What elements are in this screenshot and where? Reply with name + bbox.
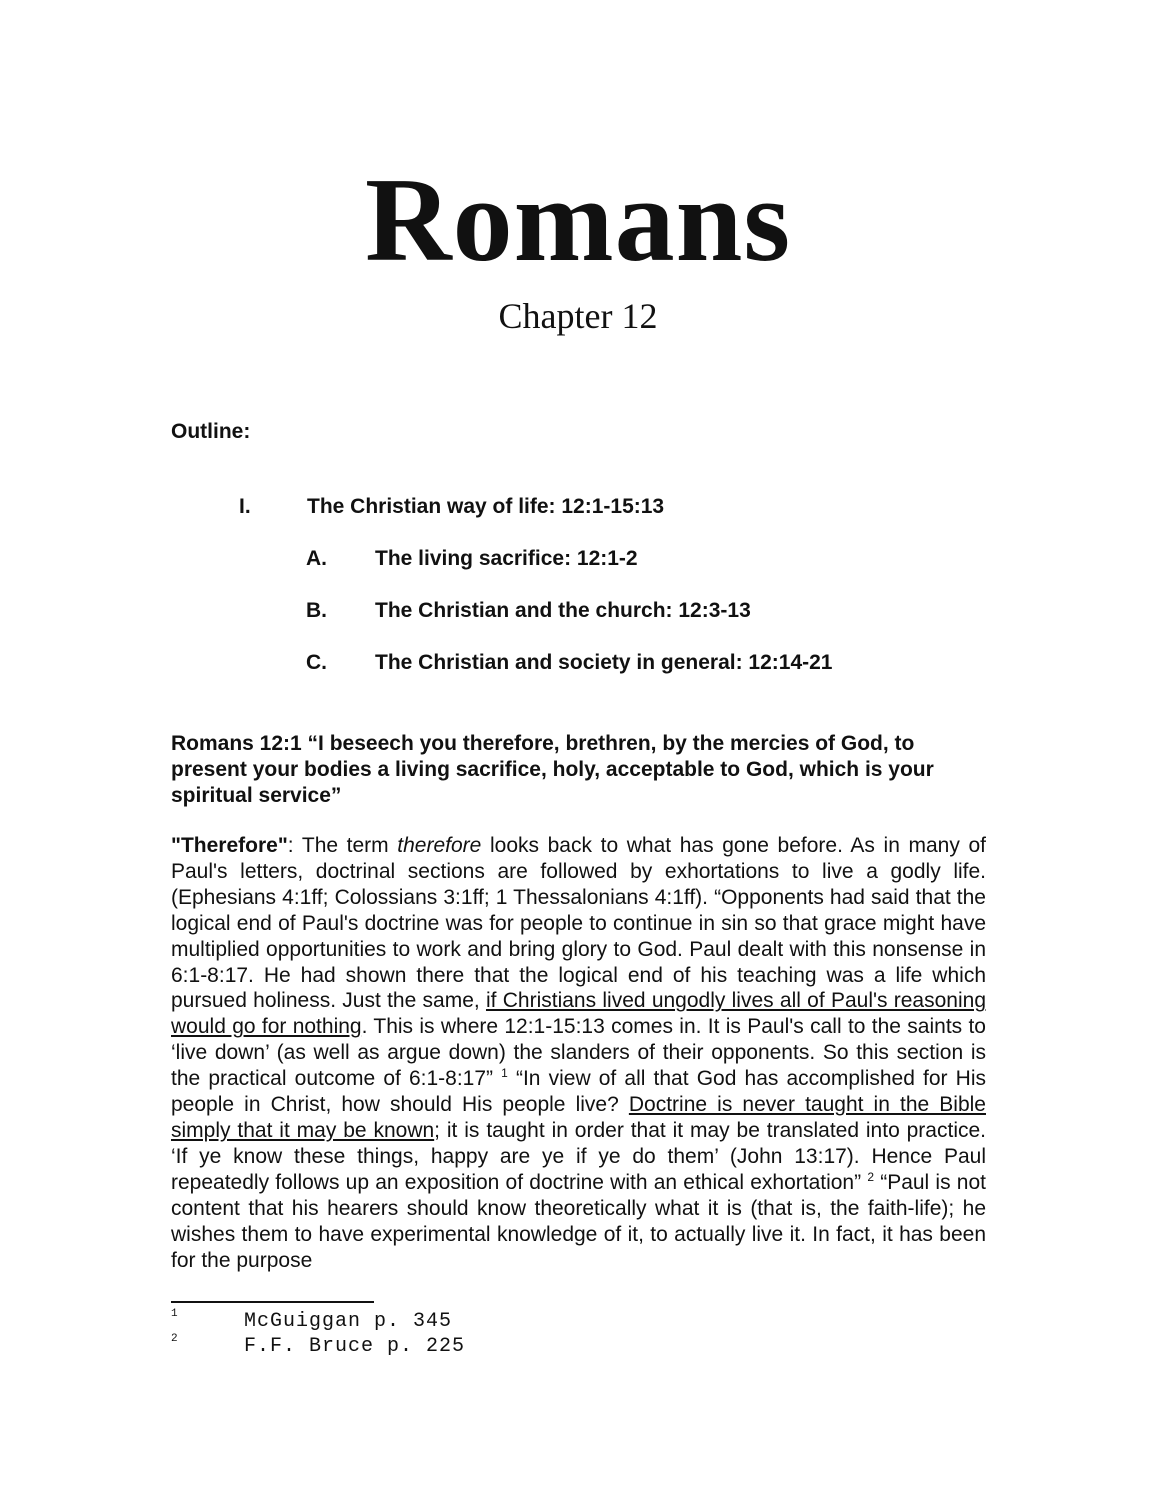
- text-run: : The term: [287, 834, 398, 857]
- outline-heading: Outline:: [171, 420, 251, 443]
- chapter-subtitle: Chapter 12: [498, 296, 658, 336]
- lead-term: "Therefore": [171, 834, 288, 857]
- footnote-reference[interactable]: 1: [501, 1066, 508, 1081]
- outline-item-number: I.: [239, 495, 251, 518]
- footnote-separator: [171, 1301, 374, 1303]
- footnote-text: F.F. Bruce p. 225: [244, 1335, 466, 1358]
- text-run: looks back to what has gone before. As in many of Paul's letters, doctrinal sections are followed by exhortations to live a godly life. (Ephesians 4:1ff; Colossians 3:1ff; 1 Thessalonians 4:1ff). “Opponents had said that the logical end of Paul's doctrine was for people to continue in sin so that grace might have multiplied opportunities to work and bring glory to God. Paul dealt with this nonsense in 6:1-8:17. He had shown there that the logical end of his teaching was a life which pursued holiness. Just the same,: [171, 834, 986, 1013]
- underlined-phrase: Doctrine is never taught in the Bible simply that it may be known: [171, 1093, 986, 1142]
- text-run: “In view of all that God has accomplished for His people in Christ, how should His people live?: [171, 1067, 987, 1117]
- scripture-quote: Romans 12:1 “I beseech you therefore, brethren, by the mercies of God, to present your bodies a living sacrifice, holy, acceptable to God, which is your spiritual service”: [171, 732, 934, 807]
- outline-subitem-letter: C.: [306, 651, 327, 674]
- commentary-paragraph: [171, 833, 986, 1273]
- underlined-phrase: if Christians lived ungodly lives all of Paul's reasoning would go for nothing: [171, 989, 986, 1039]
- text-run: . This is where 12:1-15:13 comes in. It is Paul's call to the saints to ‘live down’ (as well as argue down) the slanders of their opponents. So this section is the practical outcome of 6:1-8:17”: [171, 1015, 986, 1091]
- outline-subitem-label: The living sacrifice: 12:1-2: [375, 547, 638, 570]
- italic-term: therefore: [397, 834, 482, 857]
- text-run: ; it is taught in order that it may be translated into practice. ‘If ye know these things, happy are ye if ye do them’ (John 13:17). Hence Paul repeatedly follows up an exposition of doctrine with an ethical exhortation”: [171, 1118, 986, 1194]
- outline-subitem-label: The Christian and society in general: 12:14-21: [375, 651, 833, 674]
- footnote-mark: 2: [171, 1333, 178, 1345]
- text-run: “Paul is not content that his hearers should know theoretically what it is (that is, the faith-life); he wishes them to have experimental knowledge of it, to actually live it. In fact, it has been for the purpose: [171, 1170, 986, 1272]
- outline-item-label: The Christian way of life: 12:1-15:13: [307, 495, 665, 518]
- footnote-reference[interactable]: 2: [867, 1169, 874, 1184]
- outline-subitem-letter: B.: [306, 599, 327, 622]
- page-title: Romans: [364, 153, 792, 286]
- outline-subitem-letter: A.: [306, 547, 327, 570]
- footnote-text: McGuiggan p. 345: [244, 1310, 453, 1333]
- footnote-mark: 1: [171, 1308, 178, 1320]
- outline-subitem-label: The Christian and the church: 12:3-13: [375, 599, 751, 622]
